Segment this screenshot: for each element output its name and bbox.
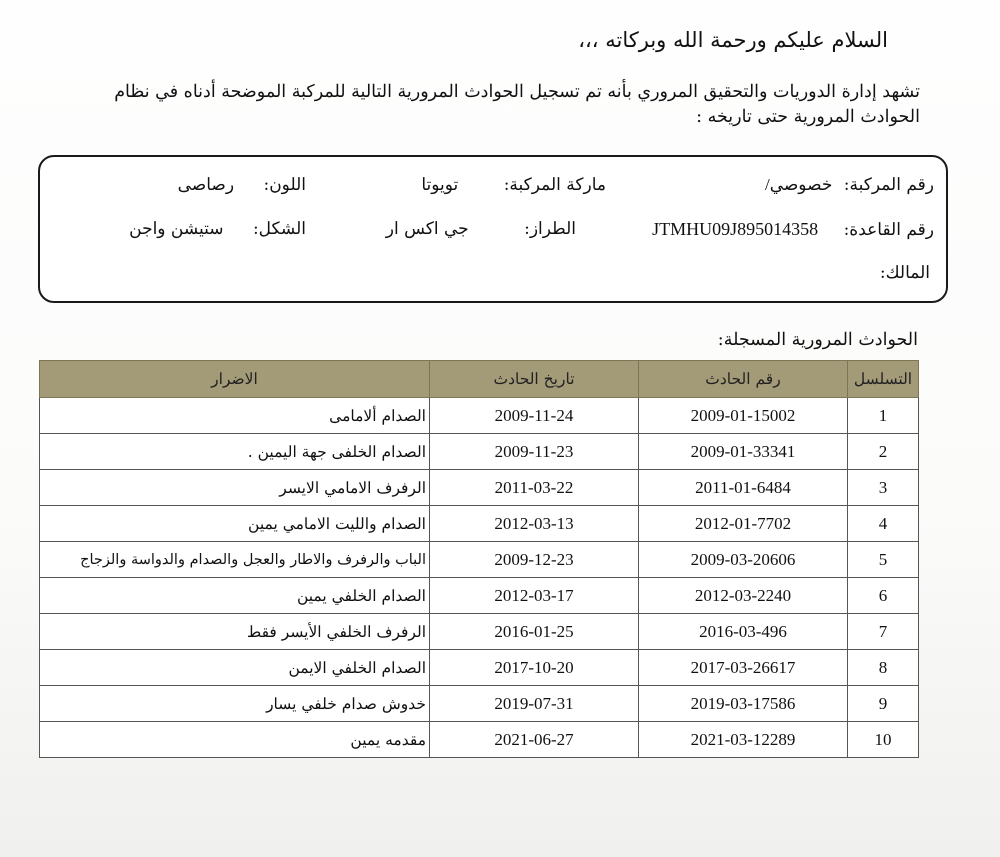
owner-field	[880, 263, 930, 283]
cell-date: 2012-03-13	[430, 506, 639, 542]
make-field	[421, 175, 606, 195]
model-field	[386, 219, 576, 239]
cell-seq: 10	[848, 722, 919, 758]
cell-date: 2017-10-20	[430, 650, 639, 686]
cell-damage: الرفرف الخلفي الأيسر فقط	[40, 614, 430, 650]
cell-seq: 7	[848, 614, 919, 650]
color-field	[178, 175, 306, 195]
intro-paragraph: تشهد إدارة الدوريات والتحقيق المروري بأنه تم تسجيل الحوادث المرورية التالية للمركبة الموضحة أدناه في نظام الحوادث المرورية حتى تاريخه :	[114, 82, 920, 127]
color-label: اللون:	[263, 175, 306, 195]
cell-seq: 5	[848, 542, 919, 578]
cell-date: 2012-03-17	[430, 578, 639, 614]
cell-date: 2011-03-22	[430, 470, 639, 506]
color-value: رصاصى	[177, 175, 235, 195]
table-row	[40, 722, 919, 758]
header-date: تاريخ الحادث	[430, 361, 639, 398]
make-label: ماركة المركبة:	[503, 175, 606, 195]
table-row	[40, 614, 919, 650]
cell-seq: 6	[848, 578, 919, 614]
cell-date: 2021-06-27	[430, 722, 639, 758]
accidents-table	[39, 360, 919, 758]
chassis-label: رقم القاعدة:	[843, 220, 934, 240]
owner-label: المالك:	[879, 263, 930, 283]
cell-accident-no: 2021-03-12289	[639, 722, 848, 758]
cell-seq: 4	[848, 506, 919, 542]
table-header-row	[40, 361, 919, 398]
cell-seq: 1	[848, 398, 919, 434]
table-row	[40, 398, 919, 434]
cell-accident-no: 2009-03-20606	[639, 542, 848, 578]
cell-accident-no: 2011-01-6484	[639, 470, 848, 506]
plate-label: رقم المركبة:	[843, 175, 934, 195]
cell-accident-no: 2017-03-26617	[639, 650, 848, 686]
shape-value: ستيشن واجن	[129, 219, 224, 239]
cell-date: 2016-01-25	[430, 614, 639, 650]
cell-seq: 2	[848, 434, 919, 470]
cell-date: 2009-11-24	[430, 398, 639, 434]
cell-damage: الصدام الخلفي الايمن	[40, 650, 430, 686]
cell-date: 2009-11-23	[430, 434, 639, 470]
shape-field	[129, 219, 306, 239]
header-damage: الاضرار	[40, 361, 430, 398]
table-row	[40, 506, 919, 542]
cell-seq: 8	[848, 650, 919, 686]
cell-date: 2009-12-23	[430, 542, 639, 578]
cell-seq: 9	[848, 686, 919, 722]
header-seq: التسلسل	[848, 361, 919, 398]
table-row	[40, 578, 919, 614]
cell-damage: الصدام والليت الامامي يمين	[40, 506, 430, 542]
table-row	[40, 434, 919, 470]
cell-damage: خدوش صدام خلفي يسار	[40, 686, 430, 722]
shape-label: الشكل:	[252, 219, 306, 239]
chassis-value: JTMHU09J895014358	[652, 219, 819, 239]
greeting: السلام عليكم ورحمة الله وبركاته ،،،	[578, 28, 888, 52]
model-value: جي اكس ار	[385, 219, 469, 239]
table-row	[40, 686, 919, 722]
section-title: الحوادث المرورية المسجلة:	[717, 330, 918, 350]
plate-field	[765, 175, 934, 195]
cell-seq: 3	[848, 470, 919, 506]
header-accident-no: رقم الحادث	[639, 361, 848, 398]
cell-damage: الرفرف الامامي الايسر	[40, 470, 430, 506]
cell-accident-no: 2012-03-2240	[639, 578, 848, 614]
model-label: الطراز:	[524, 219, 576, 239]
make-value: تويوتا	[421, 175, 459, 195]
cell-accident-no: 2009-01-33341	[639, 434, 848, 470]
plate-value: خصوصي/	[764, 175, 833, 194]
cell-accident-no: 2019-03-17586	[639, 686, 848, 722]
cell-damage: الصدام ألامامى	[40, 398, 430, 434]
vehicle-info-box	[38, 155, 948, 303]
cell-damage: الصدام الخلفى جهة اليمين .	[40, 434, 430, 470]
table-row	[40, 470, 919, 506]
chassis-field	[652, 219, 934, 240]
table-row	[40, 650, 919, 686]
cell-damage: مقدمه يمين	[40, 722, 430, 758]
cell-damage: الصدام الخلفي يمين	[40, 578, 430, 614]
table-row	[40, 542, 919, 578]
cell-accident-no: 2016-03-496	[639, 614, 848, 650]
cell-damage: الباب والرفرف والاطار والعجل والصدام والدواسة والزجاج	[40, 542, 430, 578]
cell-accident-no: 2009-01-15002	[639, 398, 848, 434]
cell-date: 2019-07-31	[430, 686, 639, 722]
cell-accident-no: 2012-01-7702	[639, 506, 848, 542]
